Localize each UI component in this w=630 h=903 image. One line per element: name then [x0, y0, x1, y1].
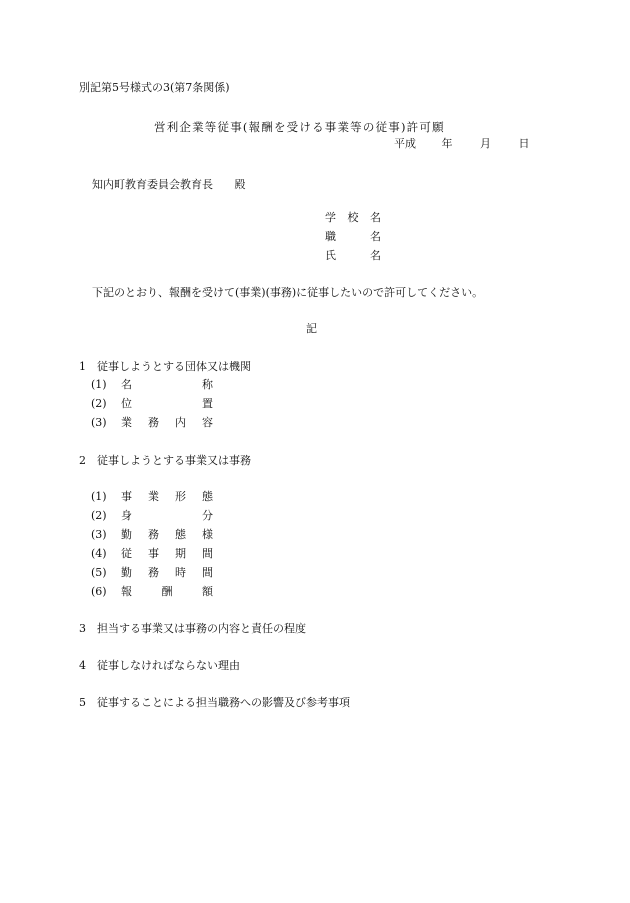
applicant-position	[325, 230, 381, 244]
section-2-item-4	[91, 547, 213, 561]
section-1-item-1	[91, 378, 213, 392]
section-2-item-6	[91, 585, 213, 599]
applicant-name-label: 氏 名	[325, 249, 381, 262]
applicant-position-label: 職 名	[325, 230, 381, 243]
item-label: 勤務態様	[121, 528, 213, 541]
item-label: 勤務時間	[121, 566, 213, 579]
applicant-name	[325, 249, 381, 263]
applicant-school	[325, 211, 381, 225]
addressee-honorific: 殿	[234, 178, 246, 191]
date-month: 月	[480, 137, 491, 150]
date-day: 日	[518, 137, 530, 150]
item-number: (1)	[91, 490, 107, 503]
section-2-item-5	[91, 566, 213, 580]
request-text: 下記のとおり、報酬を受けて(事業)(事務)に従事したいので許可してください。	[92, 286, 484, 299]
addressee	[92, 178, 246, 192]
section-5-heading: 5 従事することによる担当職務への影響及び参考事項	[79, 696, 350, 709]
section-3-heading: 3 担当する事業又は事務の内容と責任の程度	[79, 622, 306, 635]
item-number: (2)	[91, 509, 107, 522]
item-number: (3)	[91, 416, 107, 429]
item-label: 報酬額	[121, 585, 213, 598]
date-year: 年	[441, 137, 453, 150]
item-number: (2)	[91, 397, 107, 410]
section-1-item-3	[91, 416, 213, 430]
form-reference: 別記第5号様式の3(第7条関係)	[79, 81, 230, 94]
item-number: (5)	[91, 566, 107, 579]
item-label: 位置	[121, 397, 213, 410]
section-2-item-2	[91, 509, 213, 523]
addressee-name: 知内町教育委員会教育長	[92, 178, 213, 191]
section-2-item-3	[91, 528, 213, 542]
form-title: 営利企業等従事(報酬を受ける事業等の従事)許可願	[154, 120, 445, 134]
item-number: (6)	[91, 585, 107, 598]
ki-marker: 記	[306, 322, 317, 335]
section-2-item-1	[91, 490, 213, 504]
item-label: 従事期間	[121, 547, 213, 560]
item-label: 業務内容	[121, 416, 213, 429]
section-1-heading: 1 従事しようとする団体又は機関	[79, 360, 251, 373]
applicant-school-label: 学 校 名	[325, 211, 381, 224]
section-2-heading: 2 従事しようとする事業又は事務	[79, 454, 251, 467]
section-4-heading: 4 従事しなければならない理由	[79, 659, 240, 672]
item-number: (1)	[91, 378, 107, 391]
date-line	[394, 137, 530, 151]
item-number: (3)	[91, 528, 107, 541]
item-label: 身分	[121, 509, 213, 522]
item-label: 名称	[121, 378, 213, 391]
item-number: (4)	[91, 547, 107, 560]
date-era: 平成	[394, 137, 416, 150]
section-1-item-2	[91, 397, 213, 411]
item-label: 事業形態	[121, 490, 213, 503]
